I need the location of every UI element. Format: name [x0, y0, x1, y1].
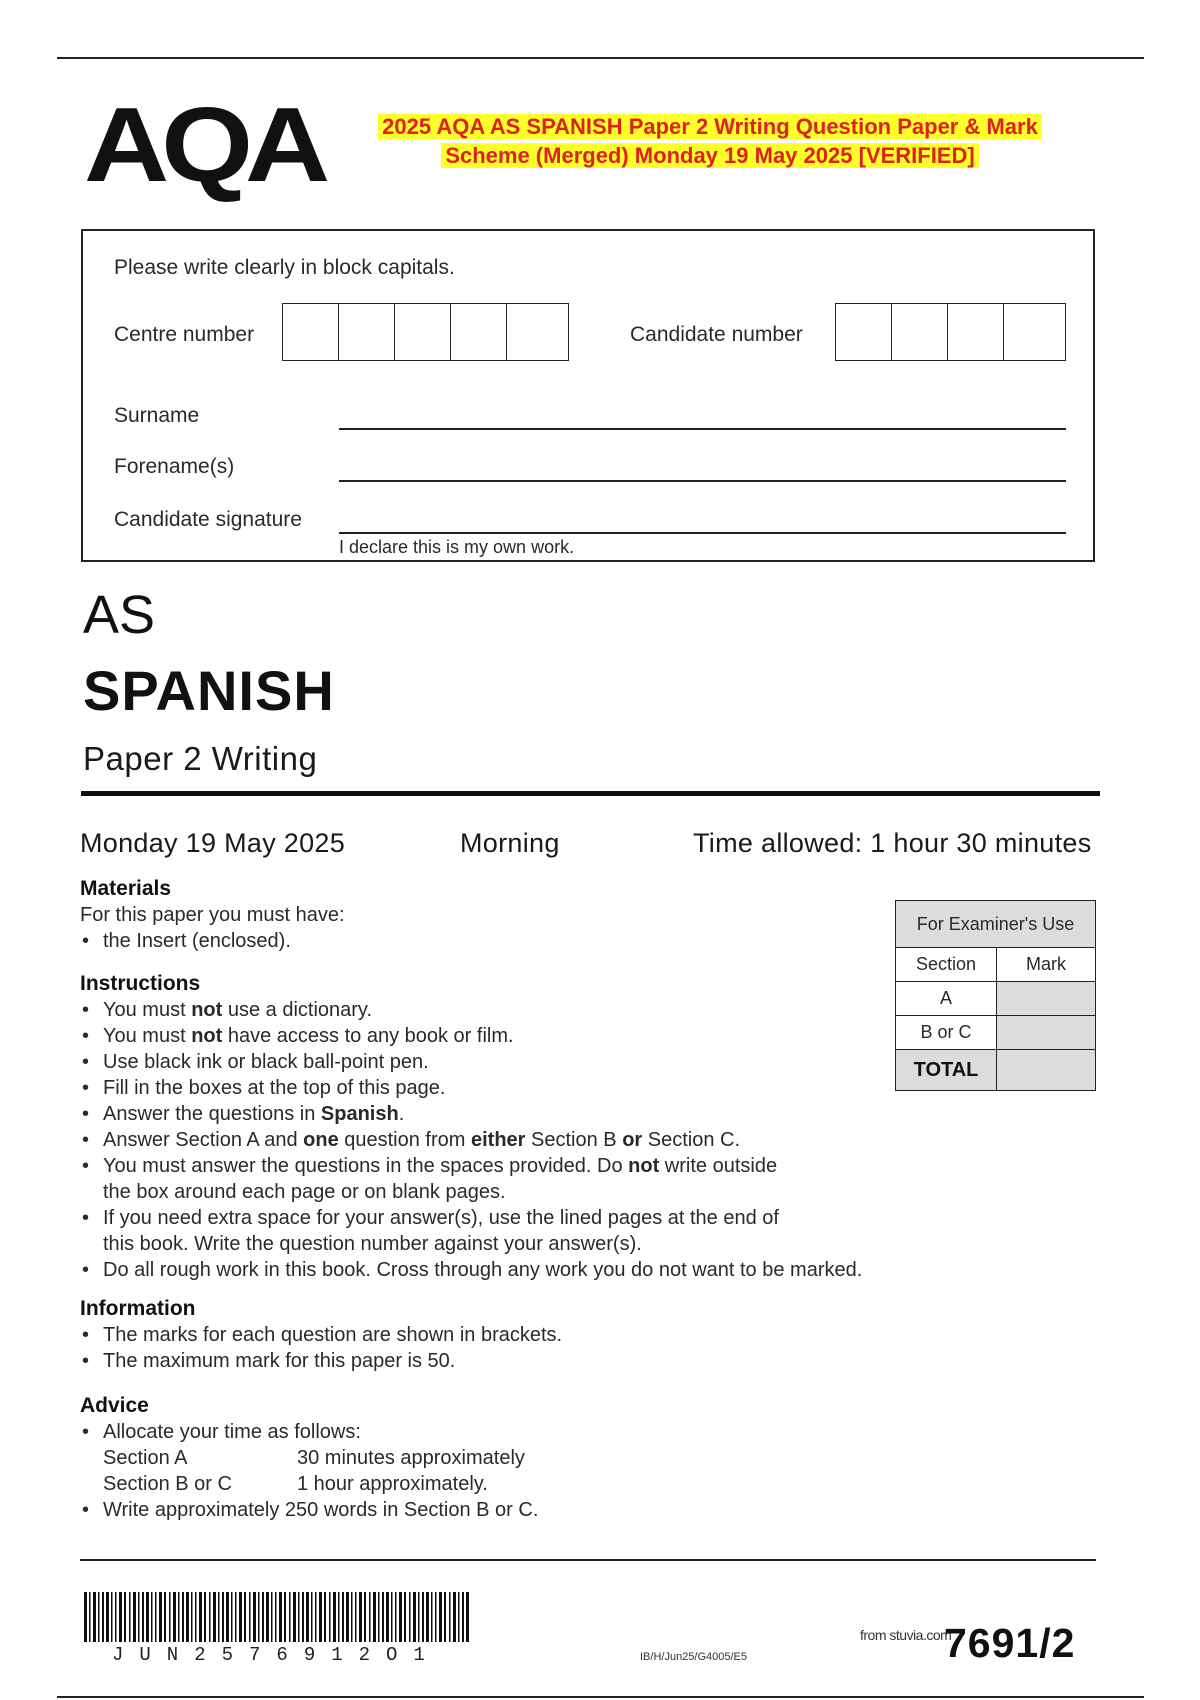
- section-column-header: Section: [896, 948, 997, 982]
- candidate-details-box: [81, 229, 1095, 562]
- subject-title: SPANISH: [83, 659, 335, 722]
- examiners-use-table: [895, 900, 1096, 1091]
- qualification-level: AS: [83, 585, 156, 645]
- section-a-cell: A: [896, 982, 997, 1016]
- total-label: TOTAL: [896, 1050, 997, 1091]
- signature-label: Candidate signature: [114, 508, 302, 531]
- centre-digit-box[interactable]: [451, 304, 507, 360]
- candidate-digit-box[interactable]: [892, 304, 948, 360]
- information-item: • The marks for each question are shown in brackets.: [80, 1322, 940, 1348]
- surname-label: Surname: [114, 404, 200, 427]
- paper-code: 7691/2: [944, 1620, 1076, 1666]
- exam-date: Monday 19 May 2025: [80, 828, 346, 858]
- instructions-heading: Instructions: [80, 972, 201, 995]
- title-banner: [370, 112, 1050, 170]
- mark-column-header: Mark: [997, 948, 1096, 982]
- paper-title: Paper 2 Writing: [83, 740, 318, 777]
- document-reference: IB/H/Jun25/G4005/E5: [640, 1651, 748, 1663]
- instruction-item: • You must not have access to any book or film.: [80, 1023, 940, 1049]
- mark-cell-a[interactable]: [997, 982, 1096, 1016]
- banner-text: 2025 AQA AS SPANISH Paper 2 Writing Question Paper & Mark Scheme (Merged) Monday 19 May 2025 [VERIFIED]: [378, 114, 1042, 168]
- materials-section: [80, 876, 940, 954]
- exam-session: Morning: [460, 828, 560, 858]
- barcode-digits: JUN2576912O1: [112, 1644, 441, 1666]
- signature-field[interactable]: [339, 532, 1066, 534]
- instructions-section: [80, 971, 940, 1283]
- materials-item: • the Insert (enclosed).: [80, 928, 940, 954]
- candidate-digit-box[interactable]: [948, 304, 1004, 360]
- examiners-use-title: For Examiner's Use: [896, 901, 1096, 948]
- title-divider: [81, 791, 1100, 796]
- materials-intro: For this paper you must have:: [80, 904, 345, 926]
- instruction-item: • You must answer the questions in the spaces provided. Do not write outside the box around each page or on blank pages.: [80, 1153, 940, 1205]
- section-b-or-c-cell: B or C: [896, 1016, 997, 1050]
- mark-cell-total[interactable]: [997, 1050, 1096, 1091]
- information-section: [80, 1296, 940, 1374]
- top-rule: [57, 57, 1144, 59]
- time-allowed: Time allowed: 1 hour 30 minutes: [693, 828, 1092, 858]
- forenames-label: Forename(s): [114, 455, 235, 478]
- instruction-item: • Answer Section A and one question from either Section B or Section C.: [80, 1127, 940, 1153]
- instruction-item: • Fill in the boxes at the top of this page.: [80, 1075, 940, 1101]
- centre-digit-box[interactable]: [339, 304, 395, 360]
- centre-number-label: Centre number: [114, 323, 255, 346]
- block-capitals-instruction: Please write clearly in block capitals.: [114, 256, 455, 279]
- candidate-number-label: Candidate number: [630, 323, 803, 346]
- watermark-site-text: from stuvia.com: [860, 1627, 952, 1643]
- materials-heading: Materials: [80, 877, 172, 900]
- surname-field[interactable]: [339, 428, 1066, 430]
- footer-rule: [80, 1559, 1096, 1561]
- time-allocation-row: Section A 30 minutes approximately: [103, 1447, 525, 1469]
- candidate-number-field[interactable]: [835, 303, 1066, 361]
- mark-cell-b-or-c[interactable]: [997, 1016, 1096, 1050]
- instruction-item: • If you need extra space for your answer(s), use the lined pages at the end of this book. Write the question number against your answer(s).: [80, 1205, 940, 1257]
- information-heading: Information: [80, 1297, 196, 1320]
- advice-section: [80, 1393, 940, 1523]
- centre-digit-box[interactable]: [283, 304, 339, 360]
- advice-item: • Allocate your time as follows: Section A 30 minutes approximately Section B or C 1 hour approximately.: [80, 1419, 940, 1497]
- advice-heading: Advice: [80, 1394, 149, 1417]
- aqa-logo: AQA: [84, 85, 323, 205]
- information-item: • The maximum mark for this paper is 50.: [80, 1348, 940, 1374]
- centre-number-field[interactable]: [282, 303, 569, 361]
- centre-digit-box[interactable]: [507, 304, 563, 360]
- time-allocation-row: Section B or C 1 hour approximately.: [103, 1473, 488, 1495]
- bottom-rule: [57, 1696, 1144, 1698]
- candidate-digit-box[interactable]: [1004, 304, 1060, 360]
- instruction-item: • Answer the questions in Spanish.: [80, 1101, 940, 1127]
- declaration-text: I declare this is my own work.: [339, 537, 575, 557]
- candidate-digit-box[interactable]: [836, 304, 892, 360]
- centre-digit-box[interactable]: [395, 304, 451, 360]
- instruction-item: • Use black ink or black ball-point pen.: [80, 1049, 940, 1075]
- barcode-image: [84, 1592, 470, 1642]
- instruction-item: • You must not use a dictionary.: [80, 997, 940, 1023]
- advice-item: • Write approximately 250 words in Section B or C.: [80, 1497, 940, 1523]
- instruction-item: • Do all rough work in this book. Cross through any work you do not want to be marked.: [80, 1257, 940, 1283]
- forenames-field[interactable]: [339, 480, 1066, 482]
